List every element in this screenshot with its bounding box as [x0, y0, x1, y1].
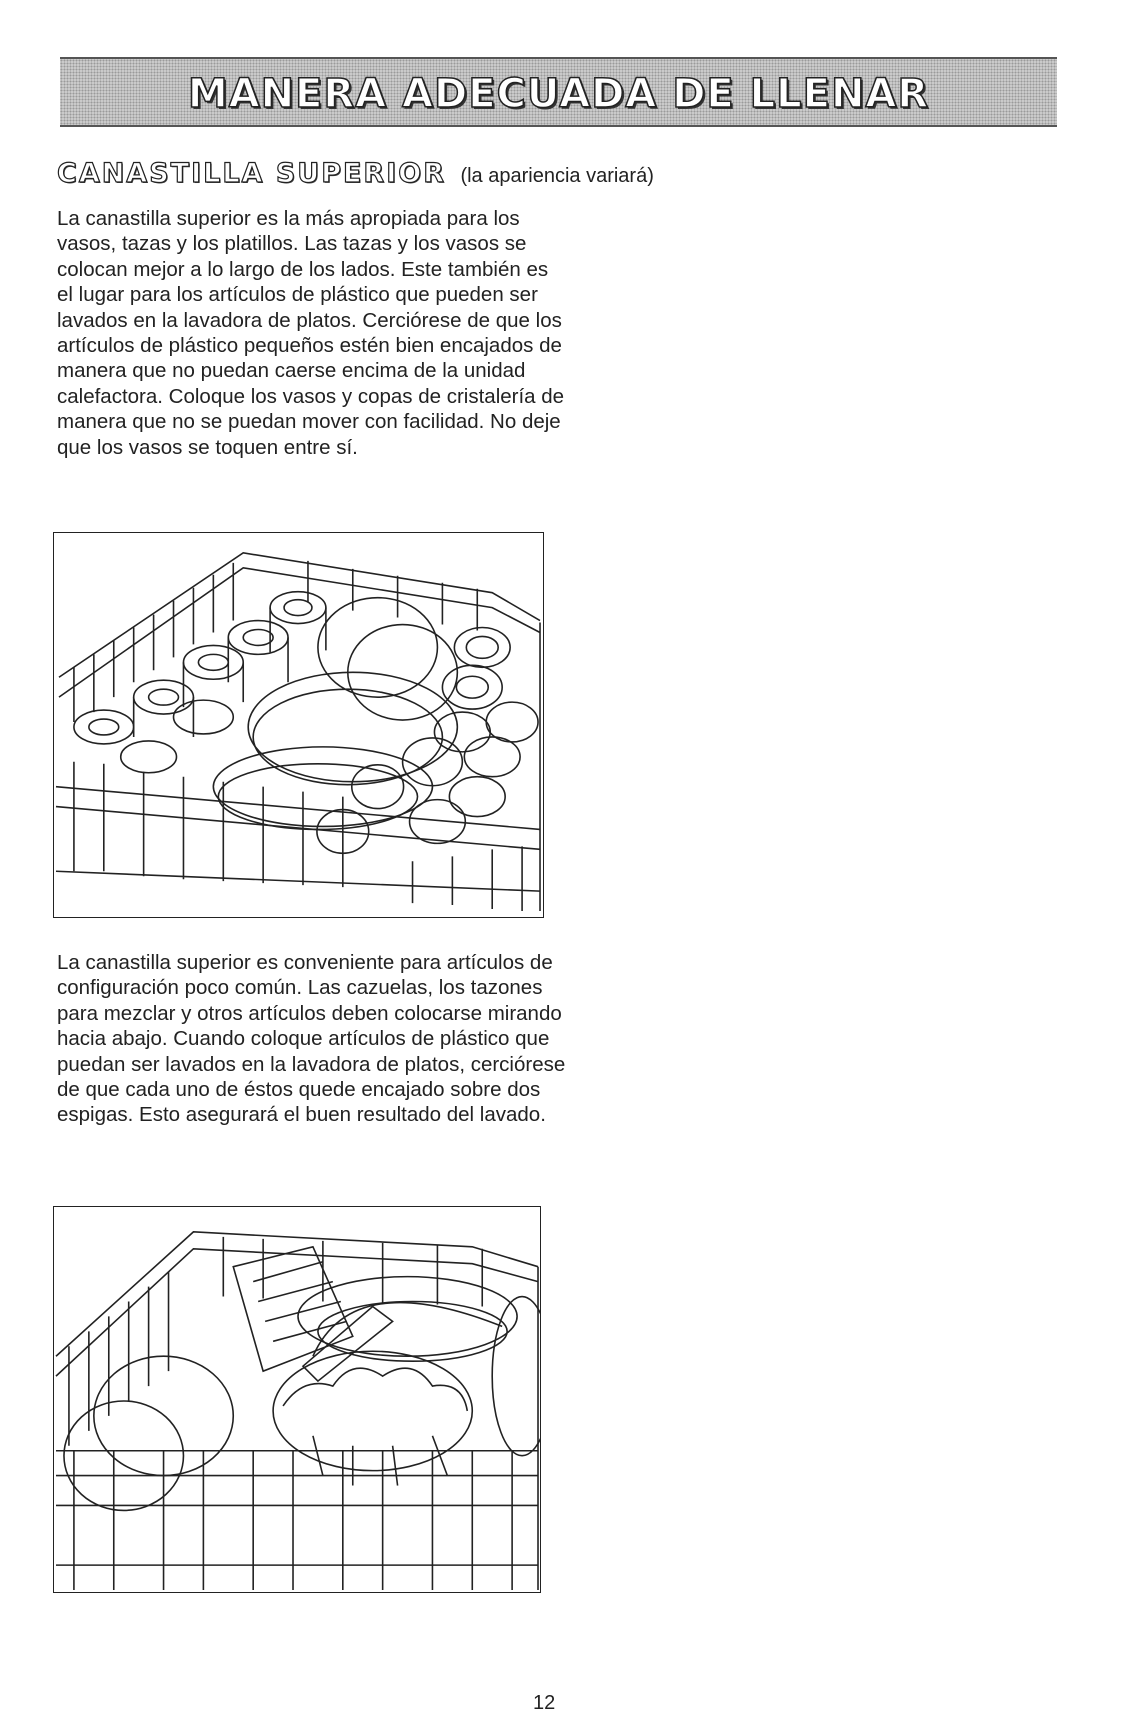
section-heading: [57, 158, 654, 189]
page-header-banner: [60, 57, 1057, 127]
page-title: MANERA ADECUADA DE LLENAR: [187, 71, 930, 117]
illustration-rack-with-glasses: [53, 532, 544, 918]
paragraph-upper-rack-glasses: La canastilla superior es la más apropiada para los vasos, tazas y los platillos. Las tazas y los vasos se colocan mejor a lo largo de los lados. Este también es el lugar para los artículos de plástico que pueden ser lavados en la lavadora de platos. Cerciórese de que los artículos de plástico pequeños estén bien encajados de manera que no puedan caerse encima de la unidad calefactora. Coloque los vasos y copas de cristalería de manera que no se puedan mover con facilidad. No deje que los vasos se toquen entre sí.: [57, 207, 565, 459]
page-number: 12: [533, 1692, 556, 1714]
rack-bowls-drawing: [54, 1207, 540, 1592]
paragraph-upper-rack-odd-items: La canastilla superior es conveniente para artículos de configuración poco común. Las cazuelas, los tazones para mezclar y otros artículos deben colocarse mirando hacia abajo. Cuando coloque artículos de plástico que puedan ser lavados en la lavadora de platos, cerciórese de que cada uno de éstos quede encajado sobre dos espigas. Esto asegurará el buen resultado del lavado.: [57, 951, 566, 1127]
section-title: CANASTILLA SUPERIOR: [57, 158, 446, 189]
section-note: (la apariencia variará): [460, 165, 654, 187]
rack-glasses-drawing: [54, 533, 543, 917]
illustration-rack-with-bowls: [53, 1206, 541, 1593]
